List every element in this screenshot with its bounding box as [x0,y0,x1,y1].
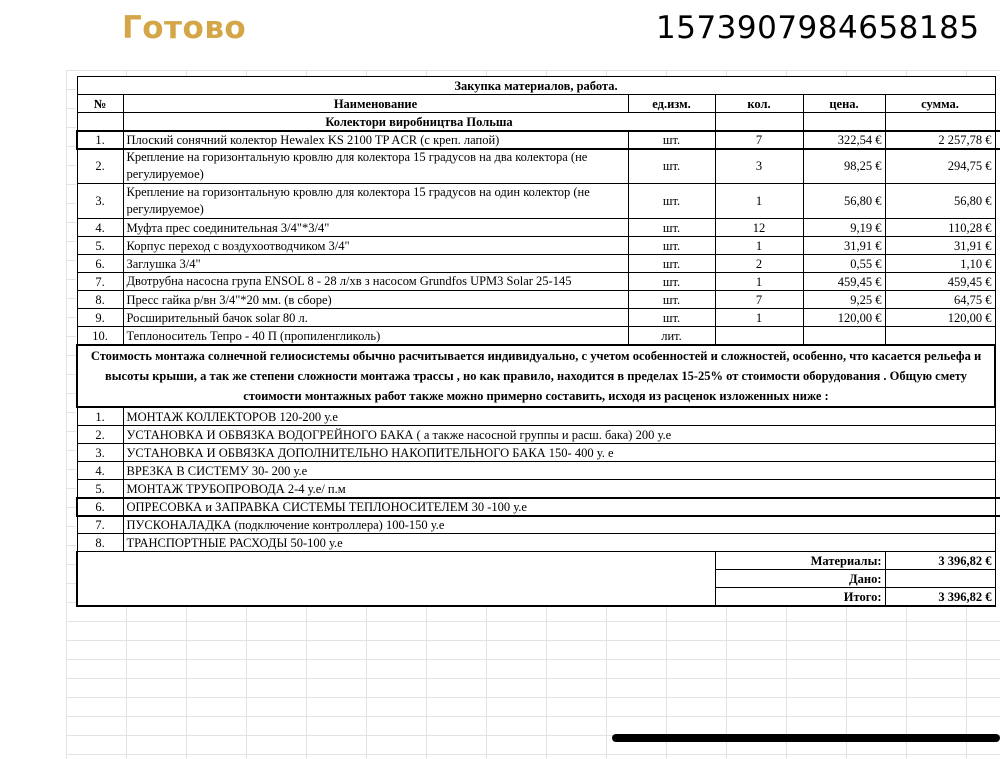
work-number[interactable]: 4. [77,462,123,480]
item-price[interactable]: 31,91 € [803,237,885,255]
table-row[interactable] [77,149,1000,184]
summary-row-materials [77,552,1000,570]
item-number[interactable]: 5. [77,237,123,255]
item-price[interactable]: 120,00 € [803,309,885,327]
item-number[interactable]: 3. [77,184,123,219]
item-name[interactable]: Заглушка 3/4" [123,255,628,273]
work-row[interactable] [77,426,1000,444]
item-sum[interactable]: 110,28 € [885,219,995,237]
col-sum[interactable]: сумма. [885,95,995,113]
work-name[interactable]: УСТАНОВКА И ОБВЯЗКА ВОДОГРЕЙНОГО БАКА ( а также насосной группы и расш. бака) 200 у.е [123,426,995,444]
table-row[interactable] [77,309,1000,327]
work-row[interactable] [77,498,1000,516]
work-name[interactable]: МОНТАЖ ТРУБОПРОВОДА 2-4 у.е/ п.м [123,480,995,498]
item-name[interactable]: Крепление на горизонтальную кровлю для колектора 15 градусов на два колектора (не регулируемое) [123,149,628,184]
item-name[interactable]: Пресс гайка р/вн 3/4"*20 мм. (в сборе) [123,291,628,309]
table-row[interactable] [77,273,1000,291]
item-number[interactable]: 8. [77,291,123,309]
col-price[interactable]: цена. [803,95,885,113]
table-title-row [77,77,1000,95]
work-row[interactable] [77,462,1000,480]
work-name[interactable]: ТРАНСПОРТНЫЕ РАСХОДЫ 50-100 у.е [123,534,995,552]
item-qty[interactable]: 1 [715,309,803,327]
item-name[interactable]: Муфта прес соединительная 3/4"*3/4" [123,219,628,237]
item-sum[interactable]: 31,91 € [885,237,995,255]
item-number[interactable]: 6. [77,255,123,273]
table-row[interactable] [77,184,1000,219]
item-qty[interactable]: 2 [715,255,803,273]
work-number[interactable]: 3. [77,444,123,462]
item-name[interactable]: Плоский сонячний колектор Hewalex KS 2100 TP ACR (с креп. лапой) [123,131,628,149]
item-sum[interactable] [885,327,995,346]
item-number[interactable]: 9. [77,309,123,327]
item-sum[interactable]: 459,45 € [885,273,995,291]
installation-notice: Стоимость монтажа солнечной гелиосистемы обычно расчитывается индивидуально, с учетом особенностей и сложностей, особенно, что касается рельефа и высоты крыши, а так же степени сложности монтажа трассы , но как правило, находится в пределах 15-25% от стоимости оборудования . Общую смету стоимости монтажных работ также можно примерно составить, исходя из расценок изложенных ниже : [90,349,982,403]
work-number[interactable]: 8. [77,534,123,552]
work-row[interactable] [77,444,1000,462]
item-unit[interactable]: лит. [628,327,715,346]
work-number[interactable]: 2. [77,426,123,444]
item-qty[interactable]: 1 [715,273,803,291]
item-price[interactable]: 56,80 € [803,184,885,219]
horizontal-scrollbar[interactable] [612,734,1000,742]
col-number[interactable]: № [77,95,123,113]
item-name[interactable]: Корпус переход с воздухоотводчиком 3/4" [123,237,628,255]
item-sum[interactable]: 120,00 € [885,309,995,327]
item-unit[interactable]: шт. [628,149,715,184]
item-unit[interactable]: шт. [628,237,715,255]
item-number[interactable]: 2. [77,149,123,184]
summary-value[interactable] [885,570,995,588]
summary-label[interactable]: Материалы: [715,552,885,570]
item-qty[interactable]: 3 [715,149,803,184]
work-number[interactable]: 7. [77,516,123,534]
item-name[interactable]: Крепление на горизонтальную кровлю для колектора 15 градусов на один колектор (не регулируемое) [123,184,628,219]
item-price[interactable]: 98,25 € [803,149,885,184]
summary-value[interactable]: 3 396,82 € [885,588,995,607]
item-qty[interactable]: 7 [715,291,803,309]
item-qty[interactable]: 1 [715,237,803,255]
item-unit[interactable]: шт. [628,273,715,291]
table-row[interactable] [77,131,1000,149]
item-unit[interactable]: шт. [628,291,715,309]
item-price[interactable]: 9,25 € [803,291,885,309]
summary-label[interactable]: Итого: [715,588,885,607]
item-name[interactable]: Теплоноситель Тепро - 40 П (пропиленгликоль) [123,327,628,346]
item-number[interactable]: 7. [77,273,123,291]
item-number[interactable]: 10. [77,327,123,346]
item-name[interactable]: Двотрубна насосна група ENSOL 8 - 28 л/хв з насосом Grundfos UPM3 Solar 25-145 [123,273,628,291]
item-unit[interactable]: шт. [628,255,715,273]
item-sum[interactable]: 294,75 € [885,149,995,184]
table-row[interactable] [77,219,1000,237]
table-row[interactable] [77,327,1000,346]
item-unit[interactable]: шт. [628,184,715,219]
item-sum[interactable]: 2 257,78 € [885,131,995,149]
item-name[interactable]: Росширительный бачок solar 80 л. [123,309,628,327]
item-qty[interactable] [715,327,803,346]
table-row[interactable] [77,291,1000,309]
item-unit[interactable]: шт. [628,219,715,237]
section-title[interactable]: Колектори виробництва Польша [123,113,715,131]
col-name[interactable]: Наименование [123,95,628,113]
table-row[interactable] [77,255,1000,273]
item-price[interactable]: 322,54 € [803,131,885,149]
item-qty[interactable]: 7 [715,131,803,149]
item-qty[interactable]: 1 [715,184,803,219]
work-row[interactable] [77,534,1000,552]
work-name[interactable]: ПУСКОНАЛАДКА (подключение контроллера) 100-150 у.е [123,516,995,534]
item-price[interactable] [803,327,885,346]
item-price[interactable]: 9,19 € [803,219,885,237]
work-name[interactable]: ОПРЕСОВКА и ЗАПРАВКА СИСТЕМЫ ТЕПЛОНОСИТЕЛЕМ 30 -100 у.е [123,498,995,516]
work-row[interactable] [77,407,1000,426]
item-sum[interactable]: 56,80 € [885,184,995,219]
header-row [77,95,1000,113]
item-price[interactable]: 0,55 € [803,255,885,273]
summary-label[interactable]: Дано: [715,570,885,588]
item-sum[interactable]: 64,75 € [885,291,995,309]
table-row[interactable] [77,237,1000,255]
top-bar [0,0,1000,64]
work-name[interactable]: УСТАНОВКА И ОБВЯЗКА ДОПОЛНИТЕЛЬНО НАКОПИТЕЛЬНОГО БАКА 150- 400 у. е [123,444,995,462]
item-unit[interactable]: шт. [628,131,715,149]
item-qty[interactable]: 12 [715,219,803,237]
spreadsheet-area[interactable] [66,70,1000,759]
materials-table [76,76,1000,607]
col-unit[interactable]: ед.изм. [628,95,715,113]
notice-row [77,345,1000,407]
work-number[interactable]: 5. [77,480,123,498]
item-unit[interactable]: шт. [628,309,715,327]
table-title[interactable]: Закупка материалов, работа. [77,77,995,95]
item-price[interactable]: 459,45 € [803,273,885,291]
item-number[interactable]: 4. [77,219,123,237]
col-qty[interactable]: кол. [715,95,803,113]
done-button[interactable]: Готово [122,10,247,46]
document-number: 1573907984658185 [656,10,980,46]
item-sum[interactable]: 1,10 € [885,255,995,273]
work-row[interactable] [77,480,1000,498]
work-name[interactable]: МОНТАЖ КОЛЛЕКТОРОВ 120-200 у.е [123,407,995,426]
work-number[interactable]: 1. [77,407,123,426]
work-row[interactable] [77,516,1000,534]
summary-value[interactable]: 3 396,82 € [885,552,995,570]
work-name[interactable]: ВРЕЗКА В СИСТЕМУ 30- 200 у.е [123,462,995,480]
section-row [77,113,1000,131]
item-number[interactable]: 1. [77,131,123,149]
work-number[interactable]: 6. [77,498,123,516]
